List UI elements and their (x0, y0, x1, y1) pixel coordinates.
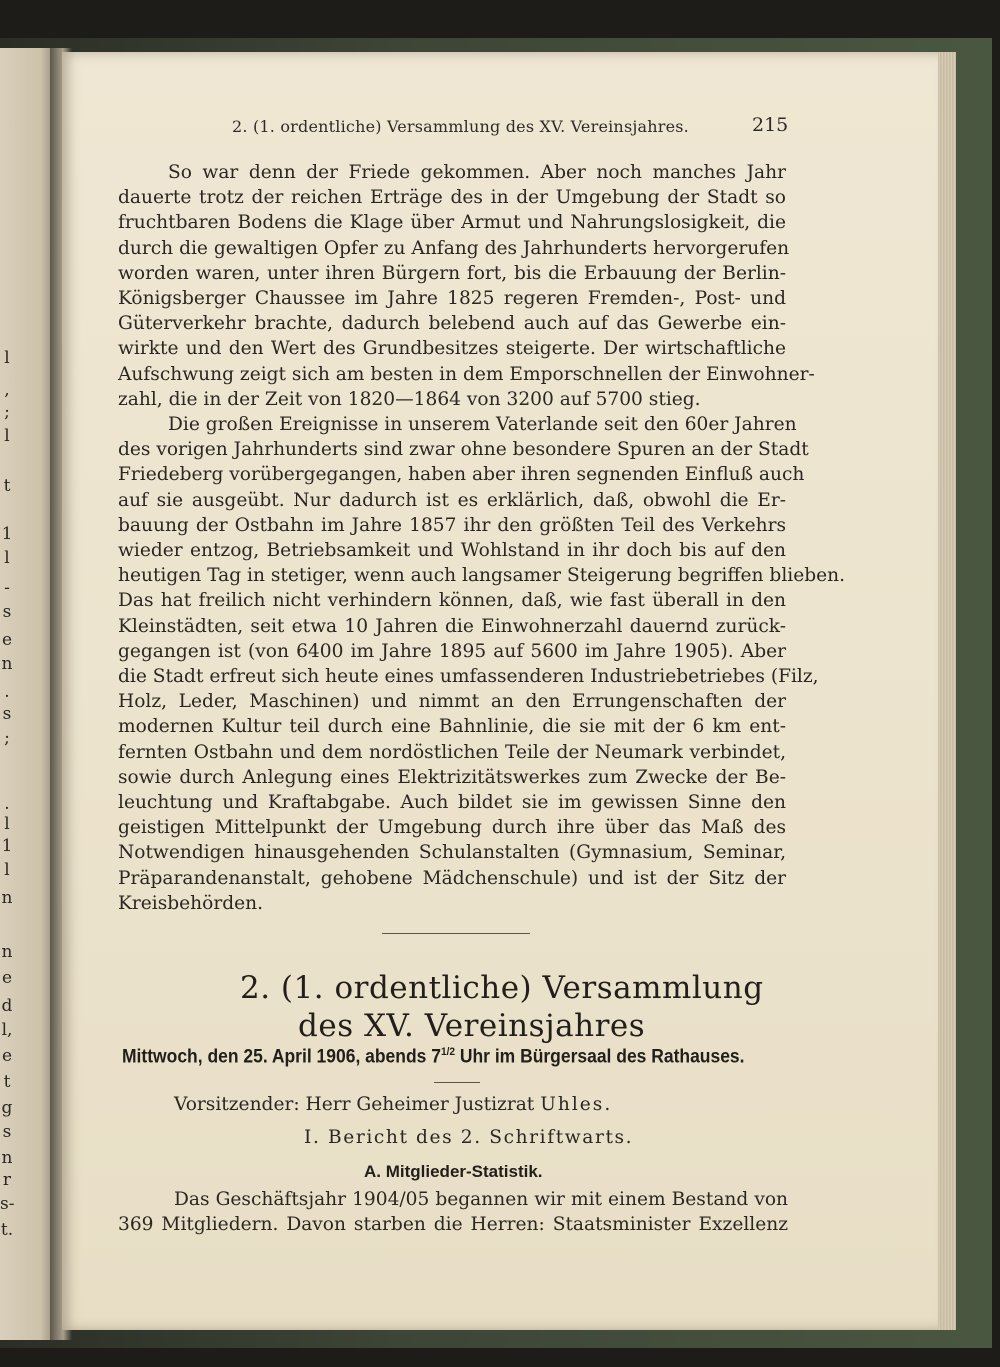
body-line: bauung der Ostbahn im Jahre 1857 ihr den größten Teil des Verkehrs (118, 514, 786, 536)
left-margin-char: s (2, 1122, 12, 1142)
left-margin-char: ; (4, 402, 10, 422)
body-line: durch die gewaltigen Opfer zu Anfang des Jahrhunderts hervorgerufen (118, 237, 790, 259)
body-line: gegangen ist (von 6400 im Jahre 1895 auf 5600 im Jahre 1905). Aber (118, 640, 786, 662)
left-margin-char: d (1, 996, 13, 1016)
left-margin-char: , (4, 380, 10, 400)
statistics-title: A. Mitglieder-Statistik. (364, 1162, 543, 1181)
left-margin-char: g (1, 1098, 13, 1118)
left-margin-char: s (2, 704, 12, 724)
section-heading-line2: des XV. Vereinsjahres (298, 1008, 646, 1044)
subheading-suffix: Uhr im Bürgersaal des Rathauses. (455, 1046, 745, 1068)
body-text (118, 160, 846, 916)
body-line: fruchtbaren Bodens die Klage über Armut und Nahrungslosigkeit, die (118, 212, 786, 234)
left-margin-char: n (1, 942, 13, 962)
left-margin-char: . (4, 682, 10, 702)
body-line: Aufschwung zeigt sich am besten in dem Emporschnellen der Einwohner- (118, 363, 815, 385)
body-line: des vorigen Jahrhunderts sind zwar ohne besondere Spuren an der Stadt (118, 439, 809, 461)
subheading-fraction: 1/2 (440, 1046, 456, 1058)
left-margin-char: e (1, 630, 13, 650)
body-line: heutigen Tag in stetiger, wenn auch langsamer Steigerung begriffen blieben. (118, 565, 846, 587)
left-margin-char: e (1, 1046, 13, 1066)
body-line: Notwendigen hinausgehenden Schulanstalten (Gymnasium, Seminar, (118, 842, 786, 864)
body-line: Güterverkehr brachte, dadurch belebend auch auf das Gewerbe ein- (118, 313, 786, 335)
body-line: Kreisbehörden. (118, 892, 264, 914)
left-margin-char: l, (1, 1020, 13, 1040)
body-line: Die großen Ereignisse in unserem Vaterlande seit den 60er Jahren (168, 414, 797, 436)
left-margin-char: n (1, 654, 13, 674)
body-line: wirkte und den Wert des Grundbesitzes steigerte. Der wirtschaftliche (118, 338, 786, 360)
body-line: die Stadt erfreut sich heute eines umfassenderen Industriebetriebes (Filz, (118, 666, 819, 688)
body-line: Königsberger Chaussee im Jahre 1825 regeren Fremden-, Post- und (118, 288, 786, 310)
left-margin-char: 1 (1, 524, 13, 544)
body-line: modernen Kultur teil durch eine Bahnlinie, die sie mit der 6 km ent- (118, 716, 786, 738)
left-margin-char: n (1, 1148, 13, 1168)
left-margin-char: l (4, 426, 10, 446)
page-number: 215 (752, 114, 789, 136)
left-margin-char: l (4, 814, 10, 834)
left-margin-char: 1 (1, 836, 13, 856)
body-line: zahl, die in der Zeit von 1820—1864 von 3200 auf 5700 stieg. (118, 388, 701, 410)
body-line: auf sie ausgeübt. Nur dadurch ist es erklärlich, daß, obwohl die Er- (118, 489, 786, 511)
body-line: Kleinstädten, seit etwa 10 Jahren die Einwohnerzahl dauernd zurück- (118, 615, 786, 637)
left-page-margin-text (0, 0, 14, 1367)
left-margin-char: r (2, 1170, 12, 1190)
body-line: So war denn der Friede gekommen. Aber noch manches Jahr (168, 162, 786, 183)
left-margin-char: l (4, 548, 10, 568)
chair-line (174, 1094, 612, 1115)
left-margin-char: l (4, 860, 10, 880)
final-line: 369 Mitgliedern. Davon starben die Herren: Staatsminister Exzellenz (118, 1214, 788, 1236)
body-line: leuchtung und Kraftabgabe. Auch bildet sie im gewissen Sinne den (118, 792, 786, 814)
body-line: Holz, Leder, Maschinen) und nimmt an den Errungenschaften der (118, 691, 786, 713)
meeting-date-subheading (122, 1046, 745, 1068)
left-margin-char: s- (0, 1194, 15, 1214)
left-margin-char: n (1, 888, 13, 908)
section-divider-rule (382, 933, 530, 934)
report-title: I. Bericht des 2. Schriftwarts. (304, 1127, 634, 1148)
body-line: Friedeberg vorübergegangen, haben aber ihren segnenden Einfluß auch (118, 464, 805, 486)
left-margin-char: l (4, 348, 10, 368)
left-margin-char: - (4, 578, 10, 598)
left-margin-char: . (4, 794, 10, 814)
section-heading-line1: 2. (1. ordentliche) Versammlung (240, 970, 764, 1006)
left-margin-char: t. (0, 1220, 14, 1240)
body-line: dauerte trotz der reichen Erträge des in der Umgebung der Stadt so (118, 187, 786, 209)
body-line: wieder entzog, Betriebsamkeit und Wohlstand in ihr doch bis auf den (118, 540, 786, 562)
final-line: Das Geschäftsjahr 1904/05 begannen wir mit einem Bestand von (174, 1189, 788, 1210)
page-stack-edge (938, 52, 956, 1330)
body-line: fernten Ostbahn und dem nordöstlichen Teile der Neumark verbindet, (118, 741, 786, 763)
left-margin-char: t (3, 1072, 11, 1092)
body-line: geistigen Mittelpunkt der Umgebung durch ihre über das Maß des (118, 817, 786, 839)
subheading-prefix: Mittwoch, den 25. April 1906, abends 7 (122, 1046, 441, 1068)
final-paragraph (118, 1187, 788, 1237)
chair-name: Uhles. (540, 1094, 613, 1115)
body-line: Präparandenanstalt, gehobene Mädchenschule) und ist der Sitz der (118, 867, 786, 889)
left-margin-char: s (2, 602, 12, 622)
body-line: worden waren, unter ihren Bürgern fort, bis die Erbauung der Berlin- (118, 262, 786, 284)
left-margin-char: ; (4, 728, 10, 748)
left-margin-char: e (1, 968, 13, 988)
running-head: 2. (1. ordentliche) Versammlung des XV. Vereinsjahres. (232, 117, 689, 136)
chair-label: Vorsitzender: Herr Geheimer Justizrat (174, 1094, 541, 1115)
left-margin-char: t (3, 476, 11, 496)
body-line: Das hat freilich nicht verhindern können, daß, wie fast überall in den (118, 590, 786, 612)
body-line: sowie durch Anlegung eines Elektrizitätswerkes zum Zwecke der Be- (118, 766, 786, 788)
subheading-rule (434, 1082, 480, 1083)
